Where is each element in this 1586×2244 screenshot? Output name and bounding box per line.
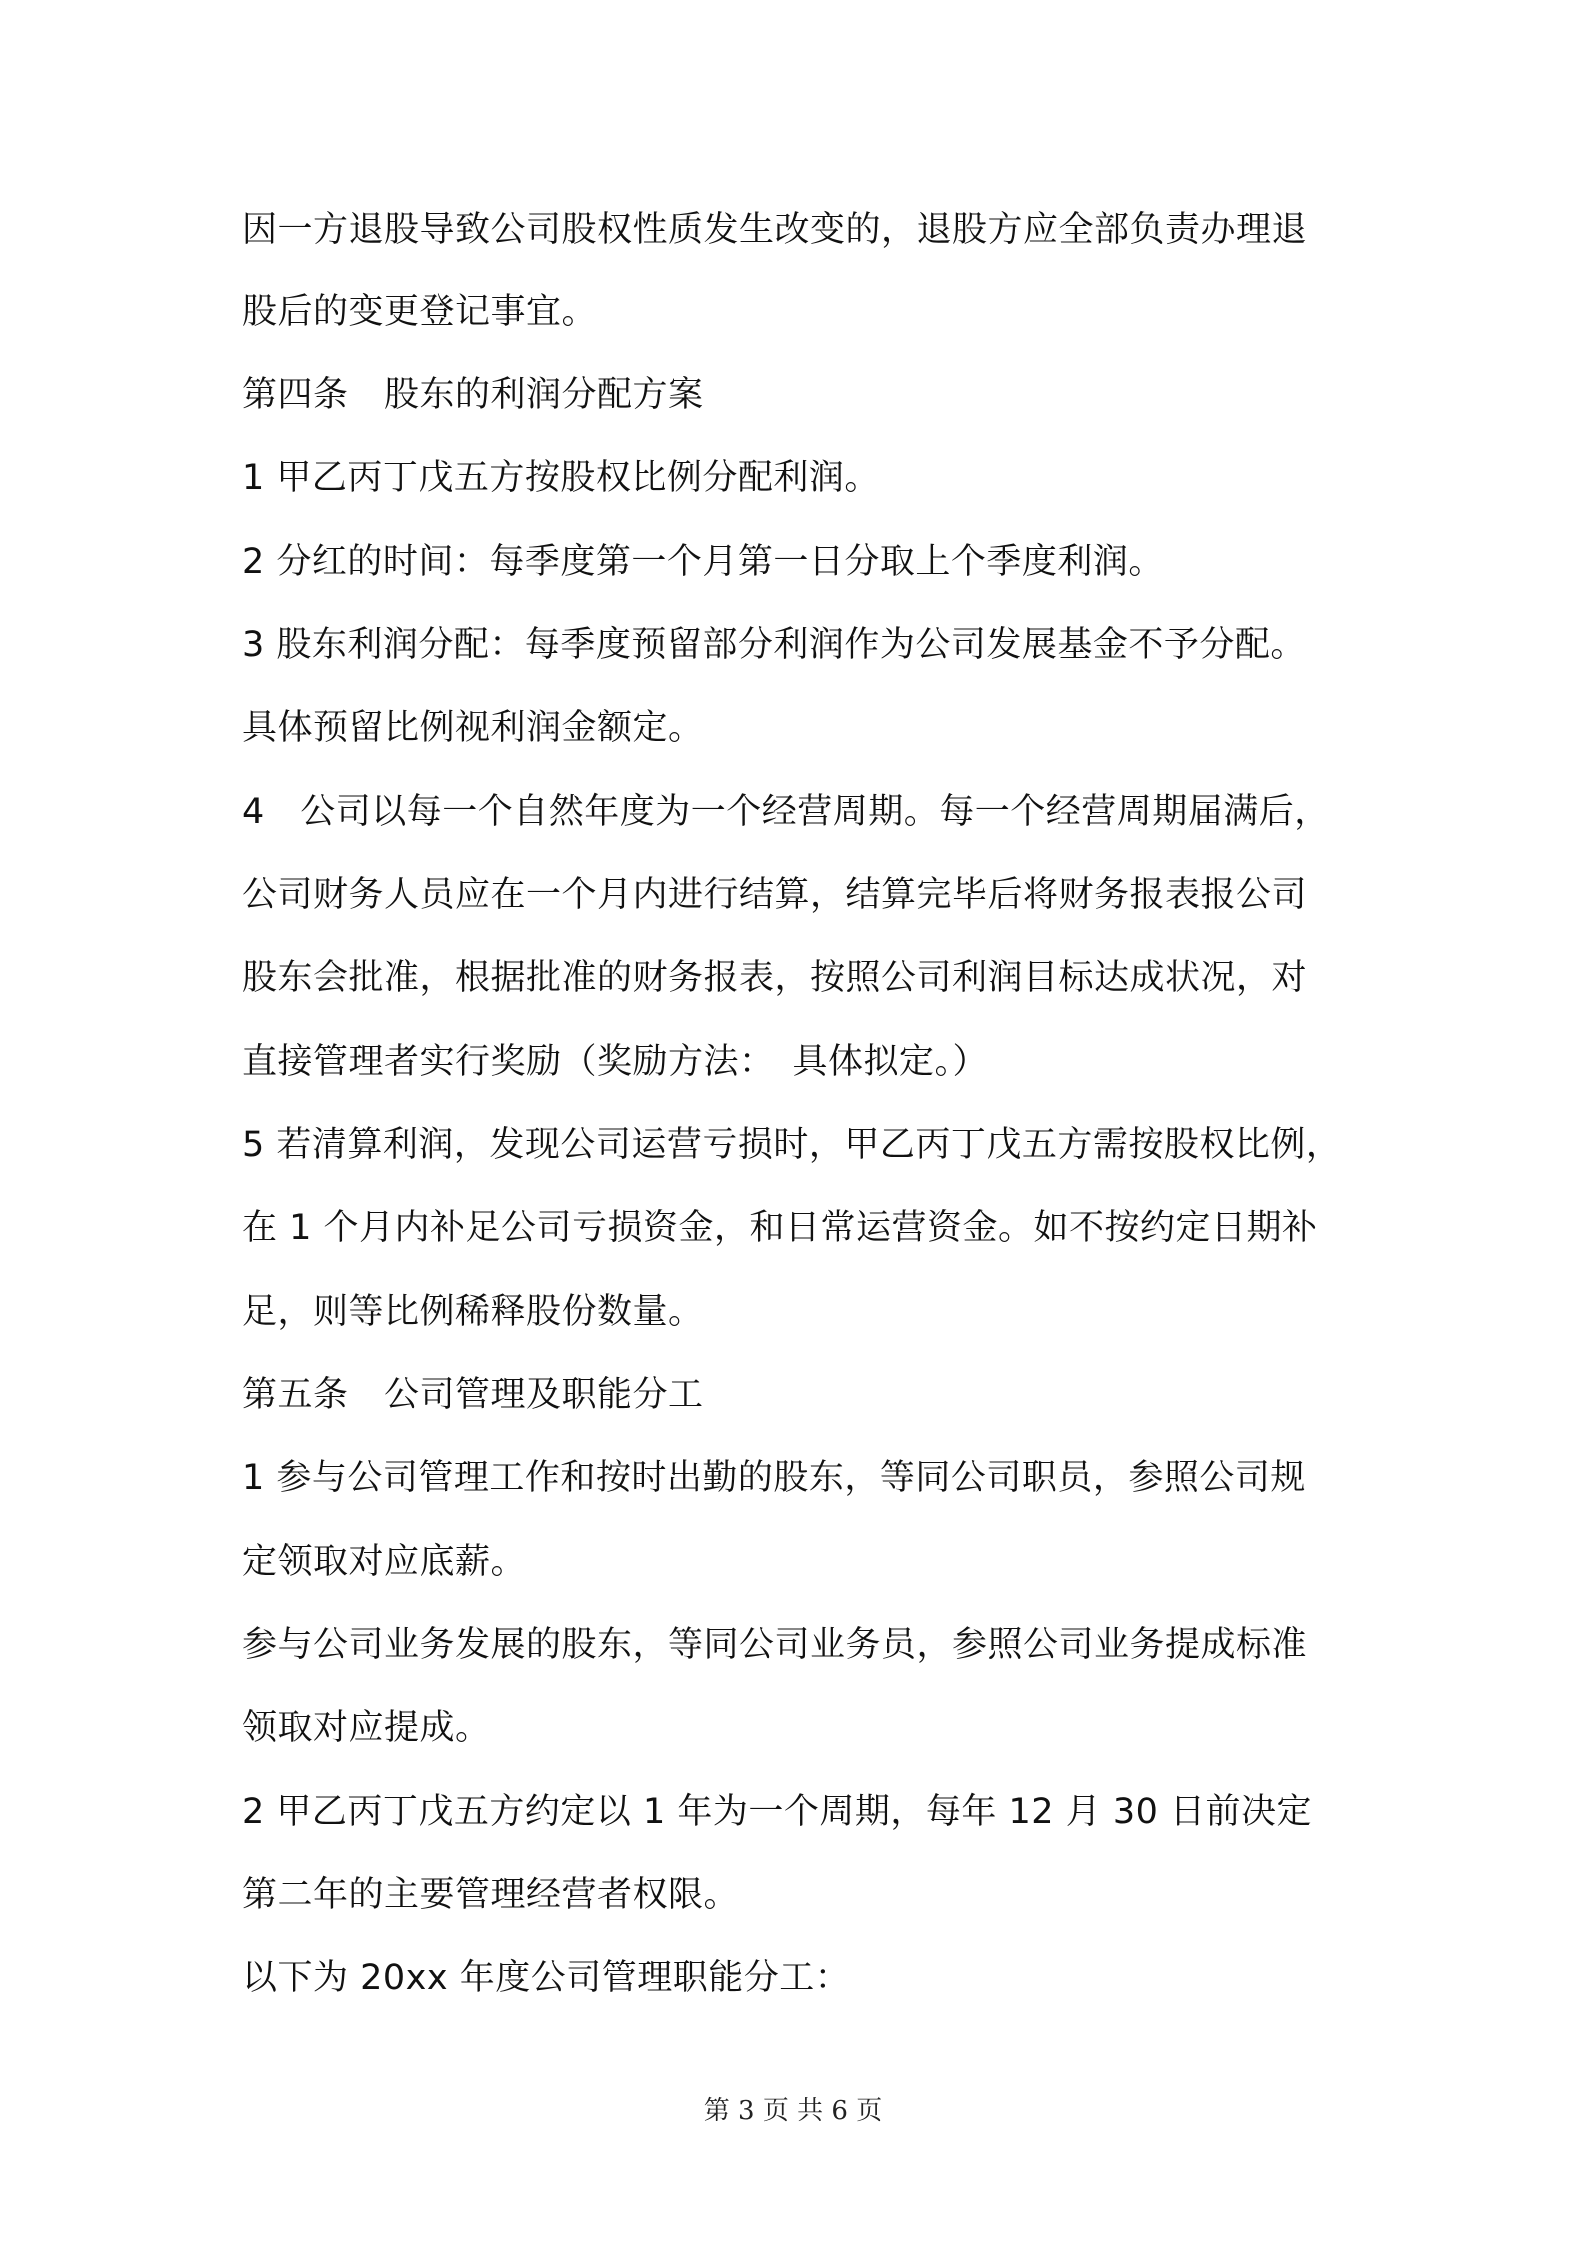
section-heading-4: 第四条 股东的利润分配方案 [242,375,704,415]
body-line-11: 直接管理者实行奖励（奖励方法： 具体拟定。） [242,1042,989,1082]
body-line-14: 足，则等比例稀释股份数量。 [242,1292,704,1332]
body-line-17: 定领取对应底薪。 [242,1542,527,1582]
body-line-4: 1 甲乙丙丁戊五方按股权比例分配利润。 [242,458,880,498]
body-line-2: 股后的变更登记事宜。 [242,292,598,332]
body-line-10: 股东会批准，根据批准的财务报表，按照公司利润目标达成状况，对 [242,958,1308,998]
body-line-22: 以下为 20xx 年度公司管理职能分工： [242,1958,851,1998]
body-line-13: 在 1 个月内补足公司亏损资金，和日常运营资金。如不按约定日期补 [242,1208,1318,1248]
body-line-5: 2 分红的时间：每季度第一个月第一日分取上个季度利润。 [242,542,1164,582]
page-footer: 第 3 页 共 6 页 [703,2096,883,2126]
body-line-7: 具体预留比例视利润金额定。 [242,708,704,748]
body-line-20: 2 甲乙丙丁戊五方约定以 1 年为一个周期，每年 12 月 30 日前决定 [242,1792,1312,1832]
body-line-16: 1 参与公司管理工作和按时出勤的股东，等同公司职员，参照公司规 [242,1458,1306,1498]
body-line-19: 领取对应提成。 [242,1708,491,1748]
section-heading-5: 第五条 公司管理及职能分工 [242,1375,704,1415]
body-line-6: 3 股东利润分配：每季度预留部分利润作为公司发展基金不予分配。 [242,625,1306,665]
body-line-12: 5 若清算利润，发现公司运营亏损时，甲乙丙丁戊五方需按股权比例， [242,1125,1342,1165]
body-line-9: 公司财务人员应在一个月内进行结算，结算完毕后将财务报表报公司 [242,875,1308,915]
body-line-18: 参与公司业务发展的股东，等同公司业务员，参照公司业务提成标准 [242,1625,1308,1665]
body-line-1: 因一方退股导致公司股权性质发生改变的，退股方应全部负责办理退 [242,210,1308,250]
body-line-21: 第二年的主要管理经营者权限。 [242,1875,740,1915]
body-line-8: 4 公司以每一个自然年度为一个经营周期。每一个经营周期届满后， [242,792,1330,832]
